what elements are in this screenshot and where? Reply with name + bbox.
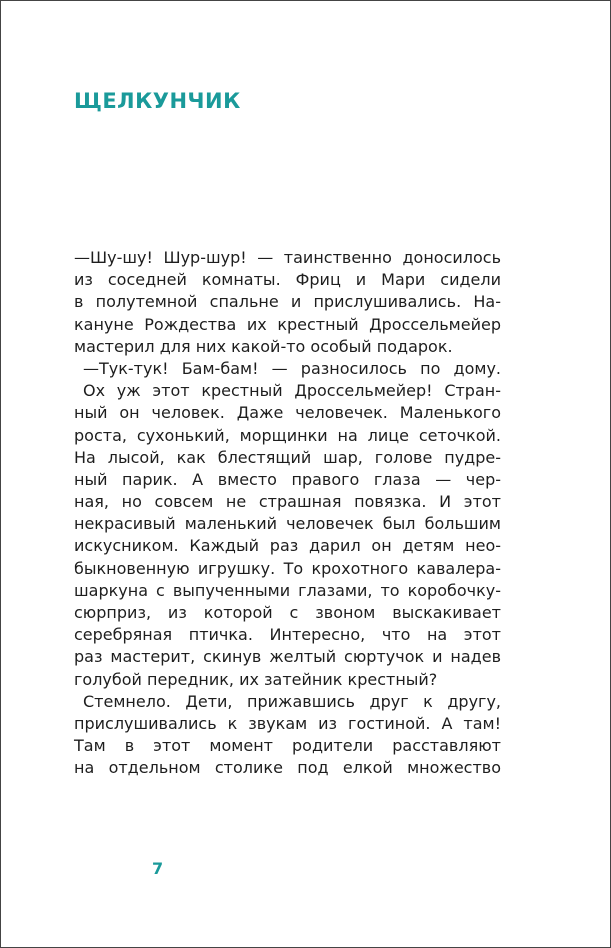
- chapter-title: ЩЕЛКУНЧИК: [74, 89, 241, 113]
- text-line: серебряная птичка. Интересно, что на этот: [74, 625, 501, 645]
- text-line: роста, сухонький, морщинки на лице сеточкой.: [74, 425, 501, 445]
- text-line: —Тук-тук! Бам-бам! — разносилось по дому.: [83, 358, 501, 378]
- text-line: кануне Рождества их крестный Дроссельмейер: [74, 314, 501, 334]
- text-line: сюрприз, из которой с звоном выскакивает: [74, 603, 501, 622]
- text-line: ная, но совсем не страшная повязка. И этот: [74, 492, 501, 512]
- text-line: ный он человек. Даже человечек. Маленького: [74, 403, 501, 423]
- text-line: Там в этот момент родители расставляют: [74, 736, 501, 756]
- text-line: из соседней комнаты. Фриц и Мари сидели: [74, 270, 501, 290]
- text-line: шаркуна с выпученными глазами, то коробочку-: [74, 580, 501, 600]
- text-line: На лысой, как блестящий шар, голове пудре-: [74, 447, 501, 467]
- text-line: Ох уж этот крестный Дроссельмейер! Стран-: [83, 381, 501, 401]
- text-line: голубой передник, их затейник крестный?: [74, 669, 438, 689]
- story-text: [74, 247, 501, 780]
- text-line: некрасивый маленький человечек был большим: [74, 514, 501, 534]
- text-line: быкновенную игрушку. То крохотного кавалера-: [74, 558, 501, 578]
- text-line: прислушивались к звукам из гостиной. А там!: [74, 713, 501, 733]
- text-line: ный парик. А вместо правого глаза — чер-: [74, 469, 501, 489]
- text-line: мастерил для них какой-то особый подарок.: [74, 336, 453, 356]
- text-line: —Шу-шу! Шур-шур! — таинственно доносилось: [74, 248, 501, 267]
- text-line: раз мастерит, скинув желтый сюртучок и надев: [74, 647, 501, 667]
- text-line: на отдельном столике под елкой множество: [74, 758, 501, 778]
- page-number: 7: [152, 859, 164, 878]
- text-line: Стемнело. Дети, прижавшись друг к другу,: [83, 691, 501, 711]
- text-line: в полутемной спальне и прислушивались. На-: [74, 292, 501, 312]
- text-line: искусником. Каждый раз дарил он детям нео-: [74, 536, 501, 556]
